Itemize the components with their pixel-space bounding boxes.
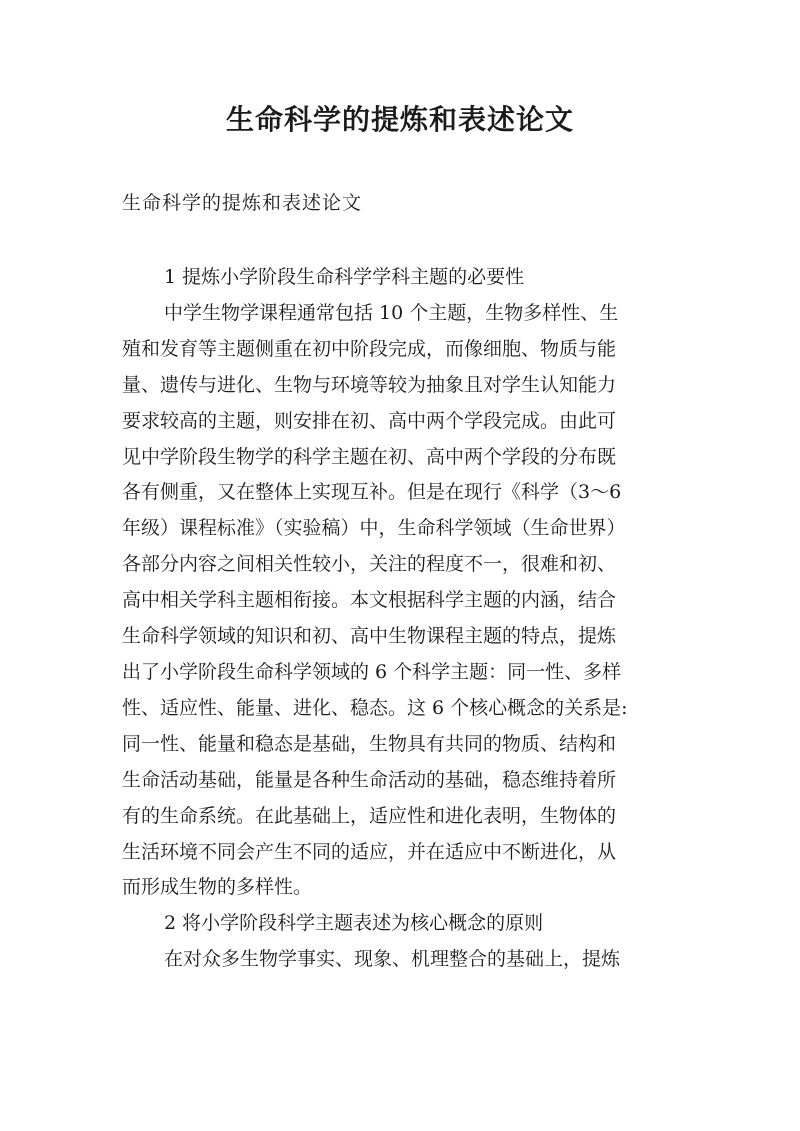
paragraph-line: 要求较高的主题，则安排在初、高中两个学段完成。由此可 bbox=[122, 409, 617, 432]
paragraph-line: 生活环境不同会产生不同的适应，并在适应中不断进化，从 bbox=[122, 840, 617, 863]
paragraph-line: 中学生物学课程通常包括 10 个主题，生物多样性、生 bbox=[164, 301, 619, 324]
paragraph-line: 生命科学领域的知识和初、高中生物课程主题的特点，提炼 bbox=[122, 625, 617, 648]
paragraph-line: 各部分内容之间相关性较小，关注的程度不一，很难和初、 bbox=[122, 553, 617, 576]
paragraph-line: 殖和发育等主题侧重在初中阶段完成，而像细胞、物质与能 bbox=[122, 337, 617, 360]
paragraph-line: 而形成生物的多样性。 bbox=[122, 876, 313, 899]
paragraph-line: 各有侧重，又在整体上实现互补。但是在现行《科学（3～6 bbox=[122, 481, 622, 504]
document-body bbox=[122, 260, 687, 978]
paragraph-line: 高中相关学科主题相衔接。本文根据科学主题的内涵，结合 bbox=[122, 589, 617, 612]
paragraph-line: 性、适应性、能量、进化、稳态。这 6 个核心概念的关系是: bbox=[122, 696, 628, 719]
document-subtitle: 生命科学的提炼和表述论文 bbox=[122, 192, 363, 214]
paragraph-line: 见中学阶段生物学的科学主题在初、高中两个学段的分布既 bbox=[122, 445, 617, 468]
paragraph-line: 年级）课程标准》（实验稿）中，生命科学领域（生命世界） bbox=[122, 517, 626, 540]
paragraph-line: 量、遗传与进化、生物与环境等较为抽象且对学生认知能力 bbox=[122, 373, 617, 396]
document-title: 生命科学的提炼和表述论文 bbox=[225, 103, 574, 136]
section-heading-2: 2 将小学阶段科学主题表述为核心概念的原则 bbox=[164, 912, 544, 935]
paragraph-line: 同一性、能量和稳态是基础，生物具有共同的物质、结构和 bbox=[122, 732, 617, 755]
paragraph-line: 在对众多生物学事实、现象、机理整合的基础上，提炼 bbox=[164, 948, 621, 971]
section-heading-1: 1 提炼小学阶段生命科学学科主题的必要性 bbox=[164, 266, 525, 288]
paragraph-line: 生命活动基础，能量是各种生命活动的基础，稳态维持着所 bbox=[122, 768, 617, 791]
paragraph-line: 出了小学阶段生命科学领域的 6 个科学主题：同一性、多样 bbox=[122, 660, 622, 683]
paragraph-line: 有的生命系统。在此基础上，适应性和进化表明，生物体的 bbox=[122, 804, 617, 827]
